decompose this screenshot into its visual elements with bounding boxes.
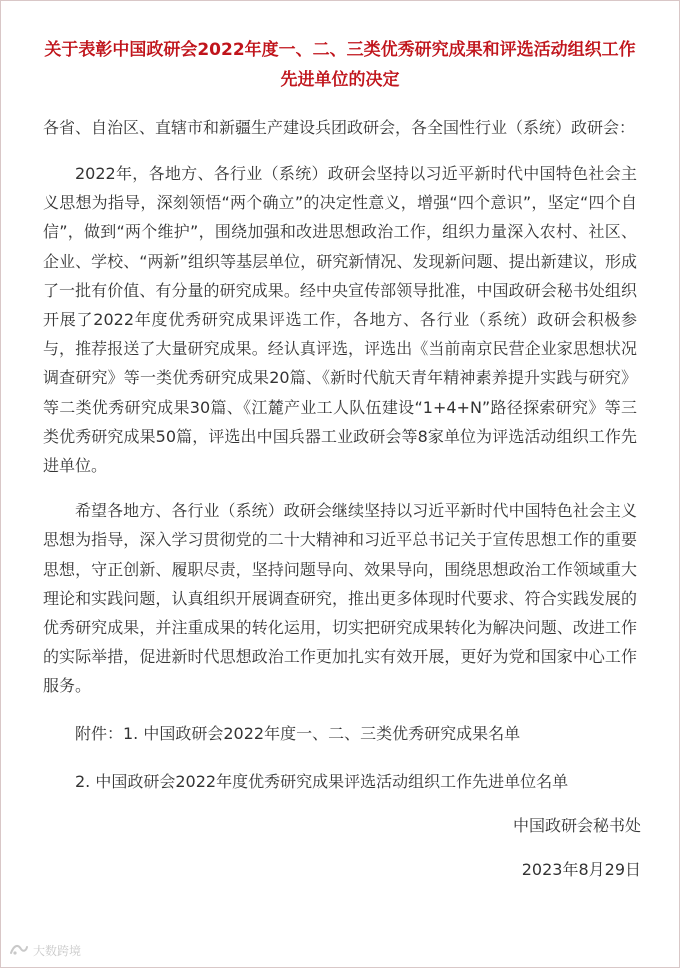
watermark: [9, 941, 81, 961]
body-paragraph-1: 2022年，各地方、各行业（系统）政研会坚持以习近平新时代中国特色社会主义思想为指导，深刻领悟“两个确立”的决定性意义，增强“四个意识”，坚定“四个自信”，做到“两个维护”，围绕加强和改进思想政治工作，组织力量深入农村、社区、企业、学校、“两新”组织等基层单位，研究新情况、发现新问题、提出新建议，形成了一批有价值、有分量的研究成果。经中央宣传部领导批准，中国政研会秘书处组织开展了2022年度优秀研究成果评选工作，各地方、各行业（系统）政研会积极参与，推荐报送了大量研究成果。经认真评选，评选出《当前南京民营企业家思想状况调查研究》等一类优秀研究成果20篇、《新时代航天青年精神素养提升实践与研究》等二类优秀研究成果30篇、《江麓产业工人队伍建设“1+4+N”路径探索研究》等三类优秀研究成果50篇，评选出中国兵器工业政研会等8家单位为评选活动组织工作先进单位。: [43, 164, 637, 476]
watermark-text: 大数跨境: [33, 944, 82, 958]
attachment-1: 附件：1. 中国政研会2022年度一、二、三类优秀研究成果名单: [75, 723, 521, 743]
document-title: 关于表彰中国政研会2022年度一、二、三类优秀研究成果和评选活动组织工作先进单位的决定: [44, 40, 636, 90]
attachment-2: 2. 中国政研会2022年度优秀研究成果评选活动组织工作先进单位名单: [75, 771, 569, 791]
brand-logo-icon: [9, 941, 29, 961]
salutation: 各省、自治区、直辖市和新疆生产建设兵团政研会，各全国性行业（系统）政研会：: [43, 118, 636, 137]
issue-date: 2023年8月29日: [521, 859, 641, 879]
body-paragraph-2: 希望各地方、各行业（系统）政研会继续坚持以习近平新时代中国特色社会主义思想为指导，深入学习贯彻党的二十大精神和习近平总书记关于宣传思想工作的重要思想，守正创新、履职尽责，坚持问题导向、效果导向，围绕思想政治工作领域重大理论和实践问题，认真组织开展调查研究，推出更多体现时代要求、符合实践发展的优秀研究成果，并注重成果的转化运用，切实把研究成果转化为解决问题、改进工作的实际举措，促进新时代思想政治工作更加扎实有效开展，更好为党和国家中心工作服务。: [43, 501, 637, 696]
issuer-signature: 中国政研会秘书处: [512, 815, 641, 835]
